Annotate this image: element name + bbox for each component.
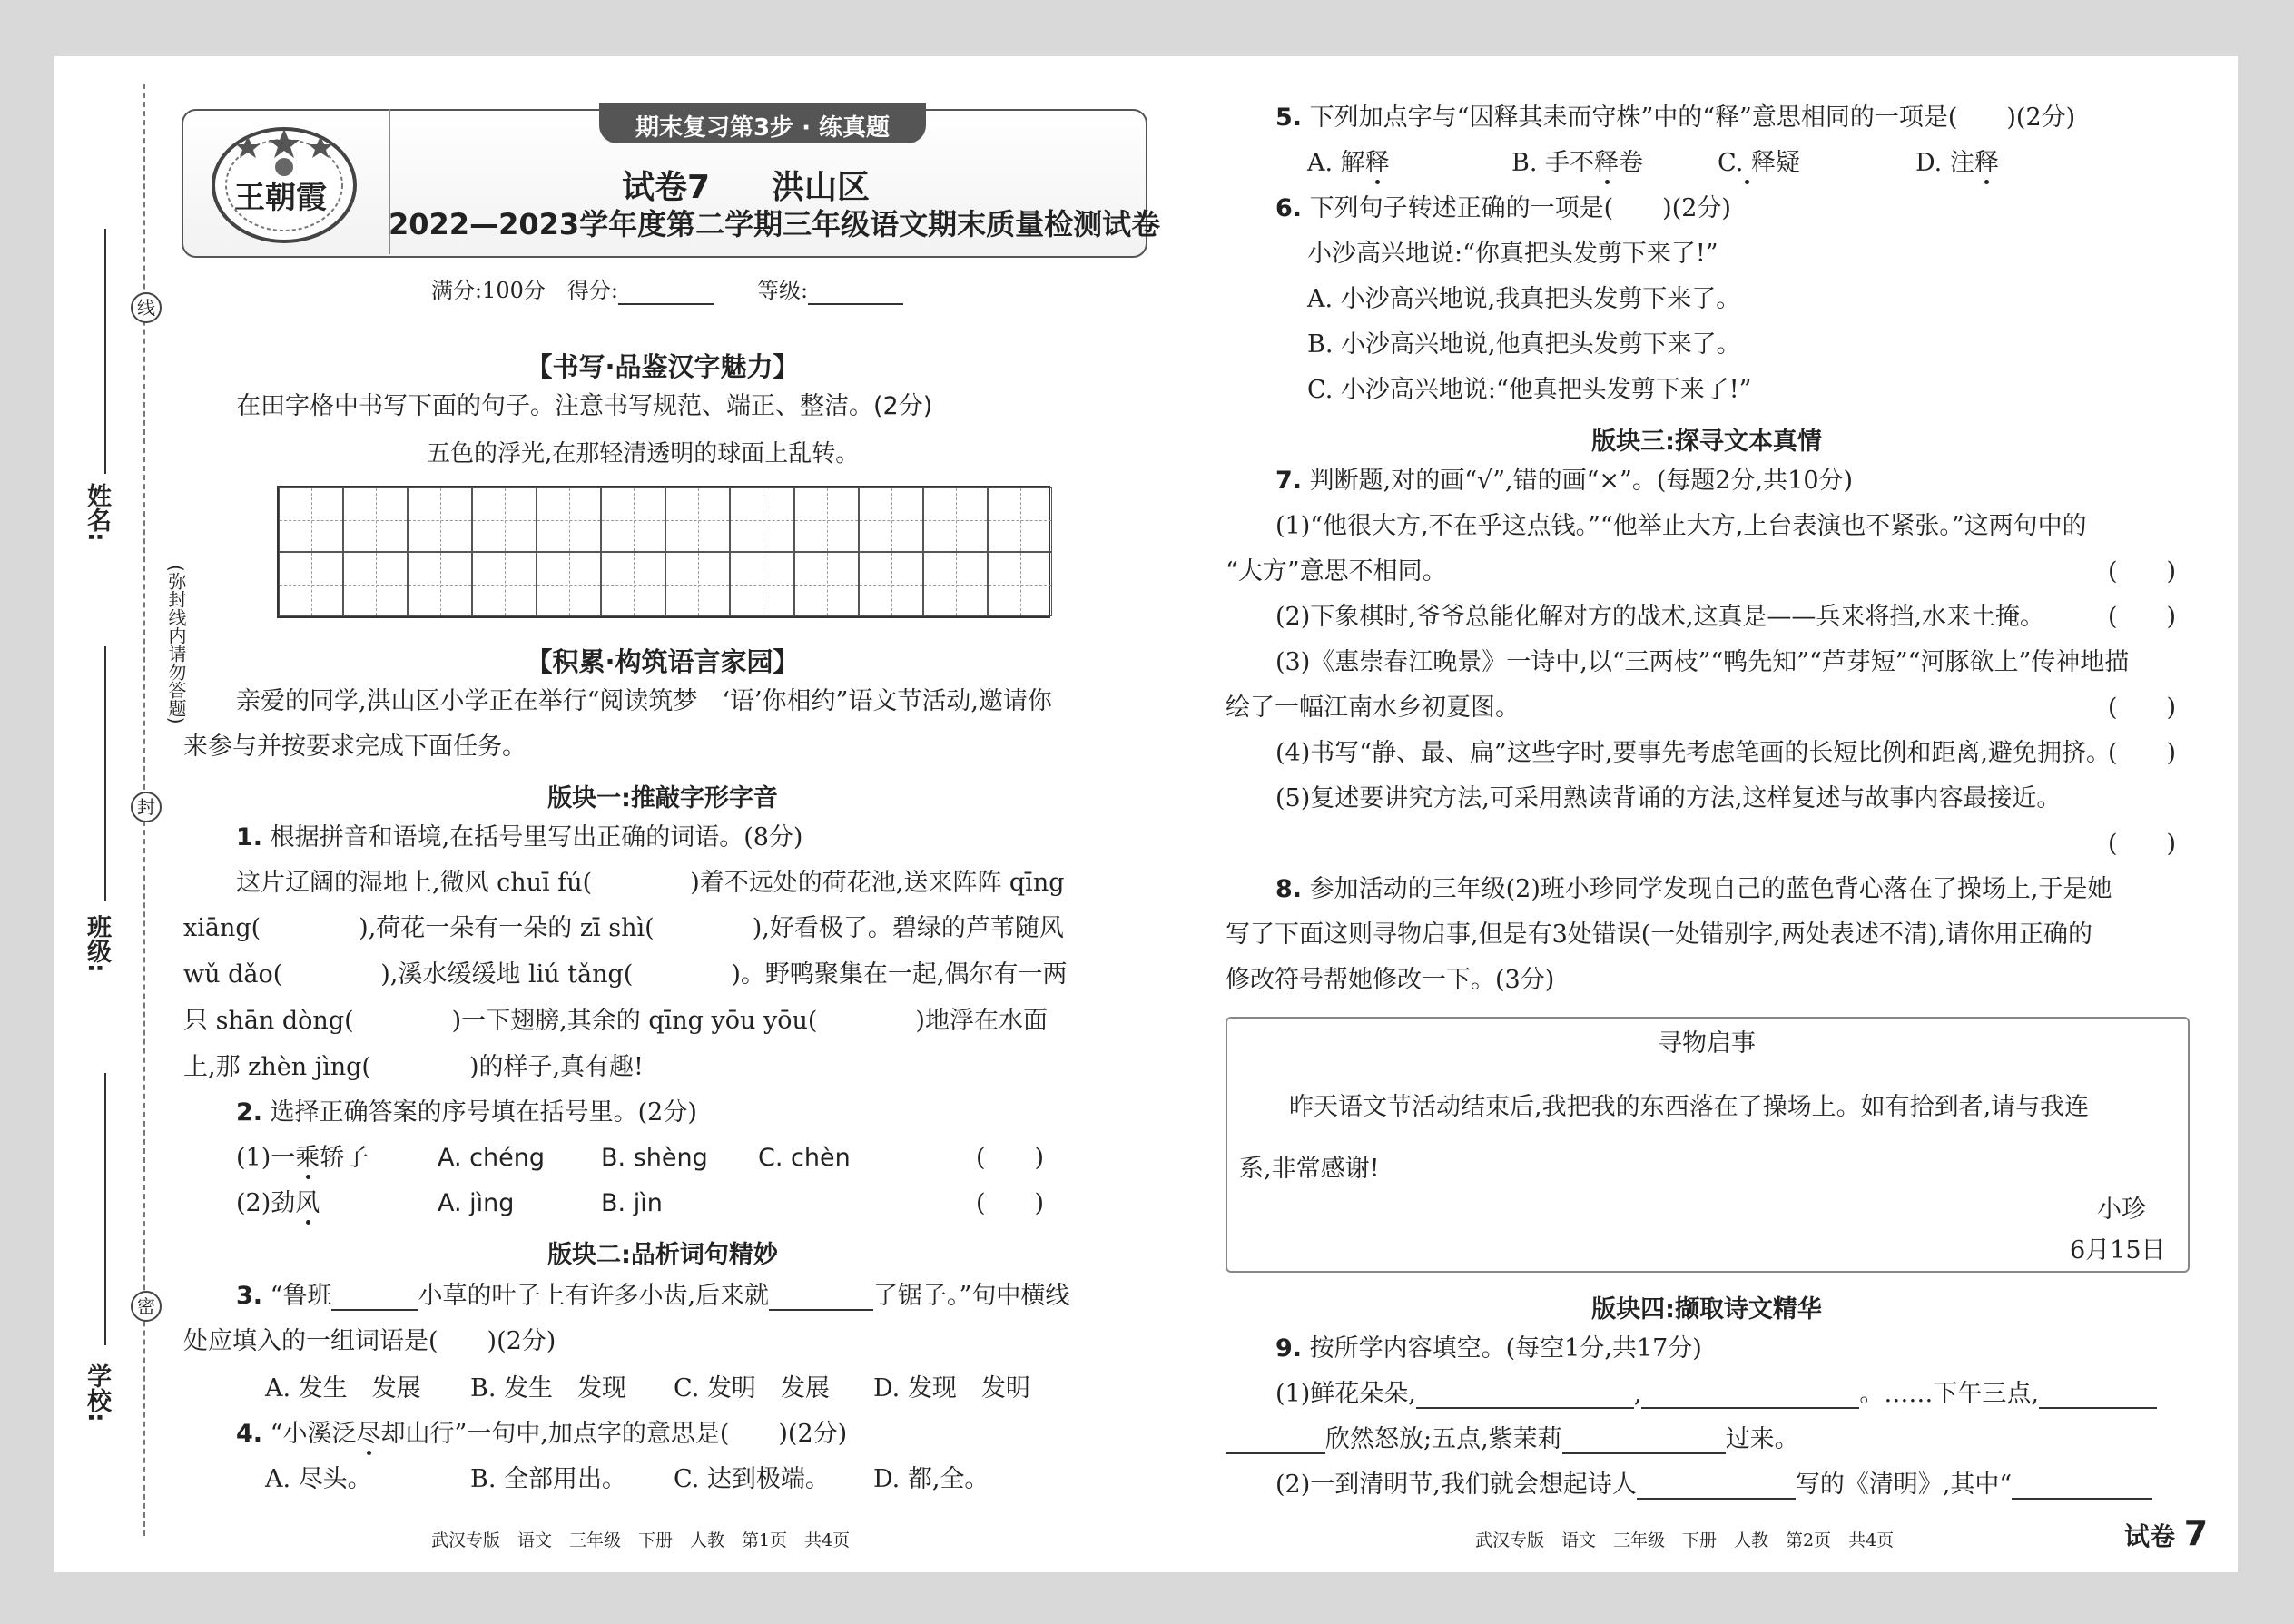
section-heading-accumulation: 【积累·构筑语言家园】 bbox=[526, 646, 800, 677]
q1-line-3: wǔ dǎo( ),溪水缓缓地 liú tǎng( )。野鸭聚集在一起,偶尔有一两 bbox=[183, 960, 1068, 989]
block-2-heading: 版块二:品析词句精妙 bbox=[547, 1241, 778, 1269]
q9-blank-5[interactable] bbox=[1562, 1429, 1726, 1454]
line-mark: 线 bbox=[131, 292, 162, 323]
q4-option-d[interactable]: D. 都,全。 bbox=[873, 1465, 989, 1493]
q7-4-answer-paren[interactable]: ( ) bbox=[2108, 739, 2177, 767]
q9-blank-1[interactable] bbox=[1416, 1383, 1634, 1409]
q9-prompt: 9. 按所学内容填空。(每空1分,共17分) bbox=[1275, 1334, 1702, 1363]
q6-original-sentence: 小沙高兴地说:“你真把头发剪下来了!” bbox=[1307, 240, 1718, 268]
tianzige-cell[interactable] bbox=[988, 487, 1052, 552]
q9-blank-6[interactable] bbox=[1637, 1474, 1796, 1500]
notice-line-2: 系,非常感谢! bbox=[1239, 1155, 1380, 1183]
section-heading-writing: 【书写·品鉴汉字魅力】 bbox=[526, 351, 800, 382]
q7-2-answer-paren[interactable]: ( ) bbox=[2108, 603, 2177, 631]
tianzige-cell[interactable] bbox=[923, 487, 988, 552]
q1-line-4: 只 shān dòng( )一下翅膀,其余的 qīng yōu yōu( )地浮在水面 bbox=[183, 1007, 1048, 1035]
notice-title: 寻物启事 bbox=[1658, 1029, 1756, 1058]
q9-blank-4[interactable] bbox=[1226, 1429, 1325, 1454]
school-underline bbox=[104, 1073, 106, 1345]
tianzige-cell[interactable] bbox=[279, 487, 343, 552]
tianzige-cell[interactable] bbox=[923, 552, 988, 616]
banner-text: 期末复习第3步 · 练真题 bbox=[635, 114, 891, 142]
q8-prompt: 8. 参加活动的三年级(2)班小珍同学发现自己的蓝色背心落在了操场上,于是她 bbox=[1275, 875, 2112, 903]
score-blank[interactable] bbox=[618, 280, 714, 305]
q6-option-b[interactable]: B. 小沙高兴地说,他真把头发剪下来了。 bbox=[1307, 330, 1741, 359]
q5-option-c[interactable]: C. 释疑 bbox=[1718, 149, 1800, 177]
q9-line-1: (1)鲜花朵朵, , 。……下午三点, bbox=[1275, 1380, 2157, 1409]
page-title: 2022—2023学年度第二学期三年级语文期末质量检测试卷 bbox=[389, 207, 1161, 241]
q3-option-d[interactable]: D. 发现 发明 bbox=[873, 1374, 1030, 1403]
q1-line-5: 上,那 zhèn jìng( )的样子,真有趣! bbox=[183, 1053, 644, 1081]
q2-2-option-b[interactable]: B. jìn bbox=[601, 1189, 663, 1217]
tianzige-cell[interactable] bbox=[794, 487, 859, 552]
intro-line-2: 来参与并按要求完成下面任务。 bbox=[183, 733, 527, 761]
tianzige-cell[interactable] bbox=[988, 552, 1052, 616]
grade-label: 等级: bbox=[756, 278, 809, 303]
district-name: 洪山区 bbox=[772, 169, 871, 206]
q3-option-a[interactable]: A. 发生 发展 bbox=[265, 1374, 421, 1403]
logo-badge bbox=[198, 120, 370, 247]
margin-note: (弥封线内请勿答题) bbox=[163, 565, 190, 724]
q6-option-a[interactable]: A. 小沙高兴地说,我真把头发剪下来了。 bbox=[1307, 285, 1741, 313]
q9-blank-3[interactable] bbox=[2039, 1383, 2157, 1409]
q7-statement-1a: (1)“他很大方,不在乎这点钱。”“他举止大方,上台表演也不紧张。”这两句中的 bbox=[1275, 512, 2087, 540]
q4-option-a[interactable]: A. 尽头。 bbox=[265, 1465, 372, 1493]
q2-2-option-a[interactable]: A. jìng bbox=[438, 1189, 515, 1217]
q7-statement-3b: 绘了一幅江南水乡初夏图。 bbox=[1226, 694, 1520, 722]
q7-statement-1b: “大方”意思不相同。 bbox=[1226, 557, 1447, 586]
q6-option-c[interactable]: C. 小沙高兴地说:“他真把头发剪下来了!” bbox=[1307, 376, 1752, 404]
q1-line-2: xiāng( ),荷花一朵有一朵的 zī shì( ),好看极了。碧绿的芦苇随风 bbox=[183, 914, 1064, 942]
q4-prompt: 4. “小溪泛尽却山行”一句中,加点字的意思是( )(2分) bbox=[236, 1420, 848, 1448]
tianzige-cell[interactable] bbox=[343, 487, 408, 552]
q7-statement-4: (4)书写“静、最、扁”这些字时,要事先考虑笔画的长短比例和距离,避免拥挤。 bbox=[1275, 739, 2112, 767]
score-line bbox=[431, 276, 903, 305]
tianzige-cell[interactable] bbox=[472, 487, 537, 552]
exam-page bbox=[54, 56, 2238, 1572]
tianzige-cell[interactable] bbox=[408, 487, 472, 552]
q2-1-answer-paren[interactable]: ( ) bbox=[976, 1144, 1045, 1172]
footer-right: 武汉专版 语文 三年级 下册 人教 第2页 共4页 bbox=[1475, 1530, 1895, 1550]
school-label: 学校: bbox=[83, 1363, 111, 1422]
exam-tag: 试卷 7 bbox=[2124, 1513, 2209, 1553]
q2-2-answer-paren[interactable]: ( ) bbox=[976, 1189, 1045, 1217]
q2-1-option-b[interactable]: B. shèng bbox=[601, 1144, 708, 1172]
logo-text: 王朝霞 bbox=[234, 180, 327, 216]
q2-1-option-a[interactable]: A. chéng bbox=[438, 1144, 545, 1172]
tianzige-cell[interactable] bbox=[601, 487, 665, 552]
notice-line-1: 昨天语文节活动结束后,我把我的东西落在了操场上。如有拾到者,请与我连 bbox=[1289, 1093, 2090, 1121]
block-4-heading: 版块四:撷取诗文精华 bbox=[1591, 1295, 1822, 1324]
q5-option-a[interactable]: A. 解释 bbox=[1307, 149, 1390, 177]
q3-blank-1[interactable] bbox=[331, 1285, 418, 1311]
tianzige-cell[interactable] bbox=[537, 552, 601, 616]
writing-instruction: 在田字格中书写下面的句子。注意书写规范、端正、整洁。(2分) bbox=[236, 392, 933, 420]
footer-left: 武汉专版 语文 三年级 下册 人教 第1页 共4页 bbox=[431, 1530, 851, 1550]
name-underline bbox=[104, 229, 106, 474]
class-label: 班级: bbox=[83, 914, 111, 973]
class-underline bbox=[104, 646, 106, 901]
tianzige-cell[interactable] bbox=[472, 552, 537, 616]
q5-prompt: 5. 下列加点字与“因释其耒而守株”中的“释”意思相同的一项是( )(2分) bbox=[1275, 103, 2076, 132]
q1-prompt: 1. 根据拼音和语境,在括号里写出正确的词语。(8分) bbox=[236, 823, 803, 851]
q2-item-2: (2)劲风 bbox=[236, 1189, 320, 1217]
tianzige-cell[interactable] bbox=[794, 552, 859, 616]
q9-blank-2[interactable] bbox=[1641, 1383, 1859, 1409]
tianzige-cell[interactable] bbox=[859, 487, 923, 552]
q7-3-answer-paren[interactable]: ( ) bbox=[2108, 694, 2177, 722]
q6-prompt: 6. 下列句子转述正确的一项是( )(2分) bbox=[1275, 194, 1731, 222]
tianzige-cell[interactable] bbox=[601, 552, 665, 616]
tianzige-cell[interactable] bbox=[665, 487, 730, 552]
q2-prompt: 2. 选择正确答案的序号填在括号里。(2分) bbox=[236, 1098, 697, 1127]
block-3-heading: 版块三:探寻文本真情 bbox=[1591, 428, 1822, 456]
block-1-heading: 版块一:推敲字形字音 bbox=[547, 784, 778, 812]
tianzige-cell[interactable] bbox=[859, 552, 923, 616]
q8-line-2: 写了下面这则寻物启事,但是有3处错误(一处错别字,两处表述不清),请你用正确的 bbox=[1226, 920, 2092, 949]
q7-statement-2: (2)下象棋时,爷爷总能化解对方的战术,这真是——兵来将挡,水来土掩。 bbox=[1275, 603, 2044, 631]
q5-option-b[interactable]: B. 手不释卷 bbox=[1511, 149, 1644, 177]
tianzige-cell[interactable] bbox=[343, 552, 408, 616]
copy-sentence: 五色的浮光,在那轻清透明的球面上乱转。 bbox=[427, 440, 860, 468]
q3-blank-2[interactable] bbox=[769, 1285, 873, 1311]
q2-1-option-c[interactable]: C. chèn bbox=[758, 1144, 851, 1172]
q7-statement-5: (5)复述要讲究方法,可采用熟读背诵的方法,这样复述与故事内容最接近。 bbox=[1275, 784, 2062, 812]
tianzige-cell[interactable] bbox=[537, 487, 601, 552]
seal-mark: 封 bbox=[131, 792, 162, 822]
intro-line-1: 亲爱的同学,洪山区小学正在举行“阅读筑梦 ‘语’你相约”语文节活动,邀请你 bbox=[236, 687, 1052, 715]
q4-option-c[interactable]: C. 达到极端。 bbox=[674, 1465, 830, 1493]
q1-line-1: 这片辽阔的湿地上,微风 chuī fú( )着不远处的荷花池,送来阵阵 qīng bbox=[236, 869, 1065, 897]
q9-line-2: 欣然怒放;五点,紫茉莉 过来。 bbox=[1226, 1425, 1799, 1454]
q7-prompt: 7. 判断题,对的画“√”,错的画“×”。(每题2分,共10分) bbox=[1275, 467, 1854, 495]
q8-line-3: 修改符号帮她修改一下。(3分) bbox=[1226, 966, 1555, 994]
notice-date: 6月15日 bbox=[2070, 1236, 2166, 1265]
q3-line-2: 处应填入的一组词语是( )(2分) bbox=[183, 1327, 556, 1355]
q9-blank-7[interactable] bbox=[2012, 1474, 2152, 1500]
q7-1-answer-paren[interactable]: ( ) bbox=[2108, 557, 2177, 586]
tianzige-cell[interactable] bbox=[279, 552, 343, 616]
tianzige-cell[interactable] bbox=[730, 487, 794, 552]
tianzige-cell[interactable] bbox=[408, 552, 472, 616]
secret-mark: 密 bbox=[131, 1291, 162, 1322]
q7-5-answer-paren[interactable]: ( ) bbox=[2108, 830, 2177, 858]
q4-option-b[interactable]: B. 全部用出。 bbox=[470, 1465, 627, 1493]
q9-line-3: (2)一到清明节,我们就会想起诗人 写的《清明》,其中“ bbox=[1275, 1471, 2152, 1500]
q2-item-1: (1)一乘轿子 bbox=[236, 1144, 369, 1172]
q7-statement-3a: (3)《惠崇春江晚景》一诗中,以“三两枝”“鸭先知”“芦芽短”“河豚欲上”传神地描 bbox=[1275, 648, 2130, 676]
score-label: 满分:100分 得分: bbox=[431, 278, 618, 303]
grade-blank[interactable] bbox=[808, 280, 903, 305]
tianzige-cell[interactable] bbox=[730, 552, 794, 616]
q3-option-c[interactable]: C. 发明 发展 bbox=[674, 1374, 830, 1403]
q3-prompt: 3. “鲁班 小草的叶子上有许多小齿,后来就 了锯子。”句中横线 bbox=[236, 1282, 1070, 1310]
tianzige-grid[interactable] bbox=[277, 486, 1050, 618]
name-label: 姓名: bbox=[83, 483, 111, 542]
notice-signer: 小珍 bbox=[2097, 1196, 2146, 1224]
q3-option-b[interactable]: B. 发生 发现 bbox=[470, 1374, 627, 1403]
tianzige-cell[interactable] bbox=[665, 552, 730, 616]
exam-number: 试卷7 bbox=[622, 169, 711, 206]
q5-option-d[interactable]: D. 注释 bbox=[1915, 149, 1999, 177]
